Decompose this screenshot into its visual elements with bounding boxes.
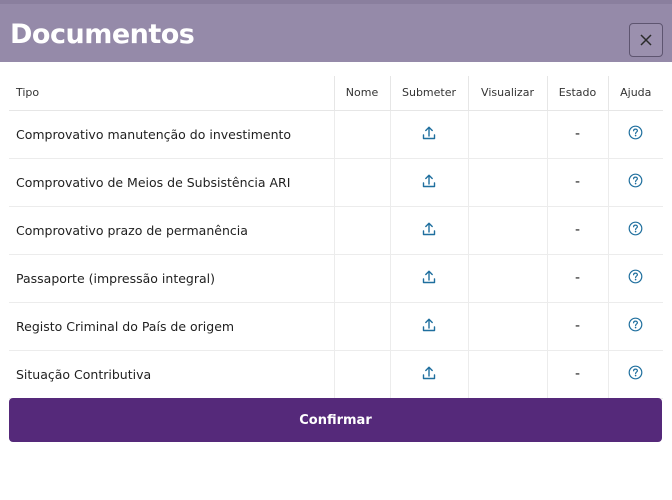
document-name (334, 110, 390, 158)
document-type: Comprovativo prazo de permanência (9, 206, 334, 254)
view-cell (468, 302, 547, 350)
document-type: Registo Criminal do País de origem (9, 302, 334, 350)
column-header-visualizar: Visualizar (468, 76, 547, 110)
status-value: - (547, 350, 608, 398)
table-row (9, 254, 663, 302)
help-cell (608, 350, 663, 398)
close-icon (640, 34, 652, 46)
column-header-ajuda: Ajuda (608, 76, 663, 110)
help-circle-icon[interactable] (628, 173, 643, 188)
status-value: - (547, 206, 608, 254)
submit-cell (390, 350, 468, 398)
document-type: Comprovativo de Meios de Subsistência ARI (9, 158, 334, 206)
view-cell (468, 350, 547, 398)
status-value: - (547, 254, 608, 302)
documents-table (9, 76, 663, 399)
column-header-tipo: Tipo (9, 76, 334, 110)
view-cell (468, 206, 547, 254)
document-name (334, 158, 390, 206)
view-cell (468, 254, 547, 302)
help-circle-icon[interactable] (628, 269, 643, 284)
help-cell (608, 110, 663, 158)
column-header-estado: Estado (547, 76, 608, 110)
confirm-button[interactable]: Confirmar (9, 398, 662, 442)
upload-icon[interactable] (421, 317, 437, 333)
table-row (9, 302, 663, 350)
document-type: Situação Contributiva (9, 350, 334, 398)
help-circle-icon[interactable] (628, 125, 643, 140)
table-row (9, 158, 663, 206)
document-name (334, 302, 390, 350)
status-value: - (547, 110, 608, 158)
modal-header (0, 0, 672, 62)
table-row (9, 110, 663, 158)
status-value: - (547, 158, 608, 206)
upload-icon[interactable] (421, 221, 437, 237)
document-name (334, 254, 390, 302)
column-header-submeter: Submeter (390, 76, 468, 110)
view-cell (468, 110, 547, 158)
submit-cell (390, 110, 468, 158)
upload-icon[interactable] (421, 125, 437, 141)
upload-icon[interactable] (421, 365, 437, 381)
help-circle-icon[interactable] (628, 221, 643, 236)
document-type: Passaporte (impressão integral) (9, 254, 334, 302)
submit-cell (390, 302, 468, 350)
table-row (9, 206, 663, 254)
table-header-row (9, 76, 663, 110)
upload-icon[interactable] (421, 173, 437, 189)
document-name (334, 206, 390, 254)
help-cell (608, 254, 663, 302)
document-name (334, 350, 390, 398)
help-circle-icon[interactable] (628, 317, 643, 332)
view-cell (468, 158, 547, 206)
help-cell (608, 158, 663, 206)
submit-cell (390, 206, 468, 254)
submit-cell (390, 158, 468, 206)
modal-title: Documentos (10, 19, 195, 50)
close-button[interactable] (629, 23, 663, 57)
submit-cell (390, 254, 468, 302)
table-row (9, 350, 663, 398)
help-circle-icon[interactable] (628, 365, 643, 380)
status-value: - (547, 302, 608, 350)
help-cell (608, 302, 663, 350)
document-type: Comprovativo manutenção do investimento (9, 110, 334, 158)
help-cell (608, 206, 663, 254)
column-header-nome: Nome (334, 76, 390, 110)
upload-icon[interactable] (421, 269, 437, 285)
